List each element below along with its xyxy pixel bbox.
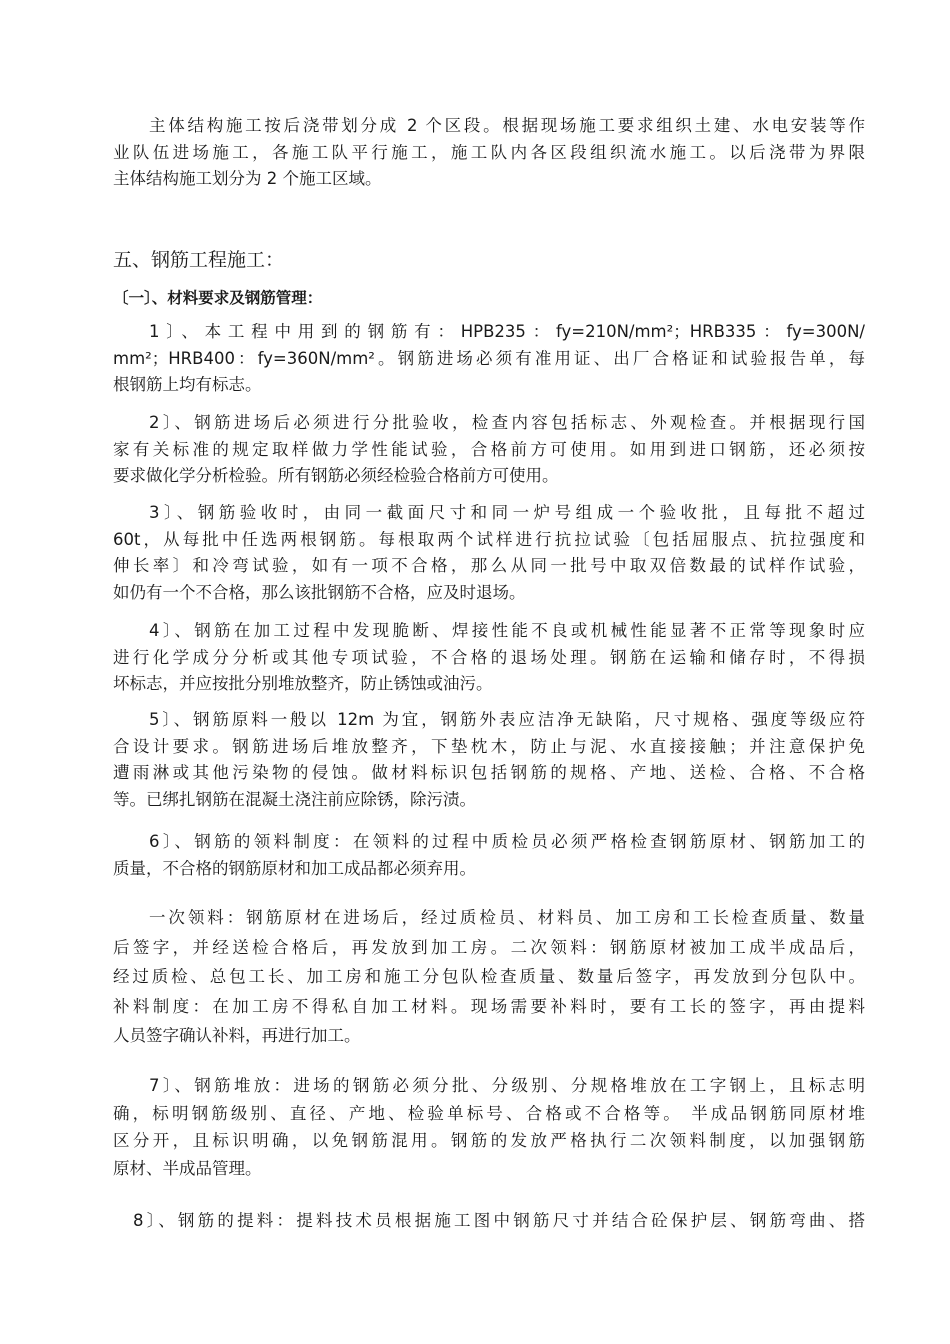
- paragraph-3-line-2: 60t，从每批中任选两根钢筋。每根取两个试样进行抗拉试验〔包括屈服点、抗拉强度和: [113, 529, 865, 549]
- paragraph-4-line-1: 4〕、钢筋在加工过程中发现脆断、焊接性能不良或机械性能显著不正常等现象时应: [149, 621, 865, 640]
- paragraph-7-line-3: 区分开，且标识明确，以免钢筋混用。钢筋的发放严格执行二次领料制度，以加强钢筋: [113, 1131, 865, 1150]
- paragraph-6-continued-line-4: 补料制度：在加工房不得私自加工材料。现场需要补料时，要有工长的签字，再由提料: [113, 996, 865, 1016]
- paragraph-7-line-2: 确，标明钢筋级别、直径、产地、检验单标号、合格或不合格等。 半成品钢筋同原材堆: [113, 1103, 865, 1123]
- paragraph-6-continued: [113, 903, 865, 1051]
- paragraph-1-line-2: mm²；HRB400：fy=360N/mm²。钢筋进场必须有准用证、出厂合格证和试验报告单，每: [113, 348, 865, 368]
- paragraph-6-line-2: 质量，不合格的钢筋原材和加工成品都必须弃用。: [113, 858, 476, 878]
- paragraph-3-line-4: 如仍有一个不合格，那么该批钢筋不合格，应及时退场。: [113, 582, 526, 602]
- paragraph-5-line-3: 遭雨淋或其他污染物的侵蚀。做材料标识包括钢筋的规格、产地、送检、合格、不合格: [113, 763, 865, 782]
- paragraph-4: [113, 618, 865, 698]
- paragraph-1-line-3: 根钢筋上均有标志。: [113, 375, 262, 394]
- paragraph-2-line-3: 要求做化学分析检验。所有钢筋必须经检验合格前方可使用。: [113, 466, 559, 485]
- paragraph-6: [113, 829, 865, 882]
- paragraph-4-line-2: 进行化学成分分析或其他专项试验，不合格的退场处理。钢筋在运输和储存时，不得损: [113, 647, 865, 667]
- paragraph-1-line-1: 1〕、本工程中用到的钢筋有：HPB235：fy=210N/mm²；HRB335：fy=300N/: [149, 322, 865, 341]
- intro-paragraph: [113, 113, 865, 193]
- intro-line-3: 主体结构施工划分为 2 个施工区域。: [113, 169, 382, 188]
- section-heading: 五、钢筋工程施工：: [113, 249, 285, 271]
- paragraph-3-line-1: 3〕、钢筋验收时，由同一截面尺寸和同一炉号组成一个验收批，且每批不超过: [149, 503, 865, 522]
- paragraph-5-line-1: 5〕、钢筋原料一般以 12m 为宜，钢筋外表应洁净无缺陷，尺寸规格、强度等级应符: [149, 710, 865, 729]
- paragraph-7-line-4: 原材、半成品管理。: [113, 1158, 262, 1178]
- paragraph-6-continued-line-3: 经过质检、总包工长、加工房和施工分包队检查质量、数量后签字，再发放到分包队中。: [113, 967, 865, 986]
- paragraph-2-line-1: 2〕、钢筋进场后必须进行分批验收，检查内容包括标志、外观检查。并根据现行国: [149, 413, 865, 432]
- paragraph-7: [113, 1072, 865, 1182]
- paragraph-6-continued-line-1: 一次领料：钢筋原材在进场后，经过质检员、材料员、加工房和工长检查质量、数量: [149, 908, 865, 927]
- paragraph-5: [113, 707, 865, 813]
- paragraph-6-continued-line-5: 人员签字确认补料，再进行加工。: [113, 1026, 361, 1045]
- paragraph-8-line-1: 8〕、钢筋的提料：提料技术员根据施工图中钢筋尺寸并结合砼保护层、钢筋弯曲、搭: [133, 1211, 865, 1230]
- paragraph-6-continued-line-2: 后签字，并经送检合格后，再发放到加工房。二次领料：钢筋原材被加工成半成品后，: [113, 937, 865, 957]
- intro-line-1: 主体结构施工按后浇带划分成 2 个区段。根据现场施工要求组织土建、水电安装等作: [149, 116, 865, 135]
- paragraph-3: [113, 500, 865, 606]
- paragraph-7-line-1: 7〕、钢筋堆放：进场的钢筋必须分批、分级别、分规格堆放在工字钢上，且标志明: [149, 1076, 865, 1095]
- intro-line-2: 业队伍进场施工，各施工队平行施工，施工队内各区段组织流水施工。以后浇带为界限: [113, 142, 865, 162]
- paragraph-5-line-4: 等。已绑扎钢筋在混凝土浇注前应除锈，除污渍。: [113, 789, 476, 809]
- sub-heading: 〔一〕、材料要求及钢筋管理：: [113, 289, 323, 307]
- paragraph-1: [113, 319, 865, 399]
- paragraph-2-line-2: 家有关标准的规定取样做力学性能试验，合格前方可使用。如用到进口钢筋，还必须按: [113, 439, 865, 459]
- paragraph-4-line-3: 坏标志，并应按批分别堆放整齐，防止锈蚀或油污。: [113, 674, 493, 693]
- paragraph-6-line-1: 6〕、钢筋的领料制度：在领料的过程中质检员必须严格检查钢筋原材、钢筋加工的: [149, 832, 865, 851]
- paragraph-3-line-3: 伸长率〕和冷弯试验，如有一项不合格，那么从同一批号中取双倍数最的试样作试验，: [113, 556, 865, 575]
- paragraph-5-line-2: 合设计要求。钢筋进场后堆放整齐，下垫枕木，防止与泥、水直接接触；并注意保护免: [113, 736, 865, 756]
- paragraph-2: [113, 410, 865, 490]
- paragraph-8: [113, 1208, 865, 1235]
